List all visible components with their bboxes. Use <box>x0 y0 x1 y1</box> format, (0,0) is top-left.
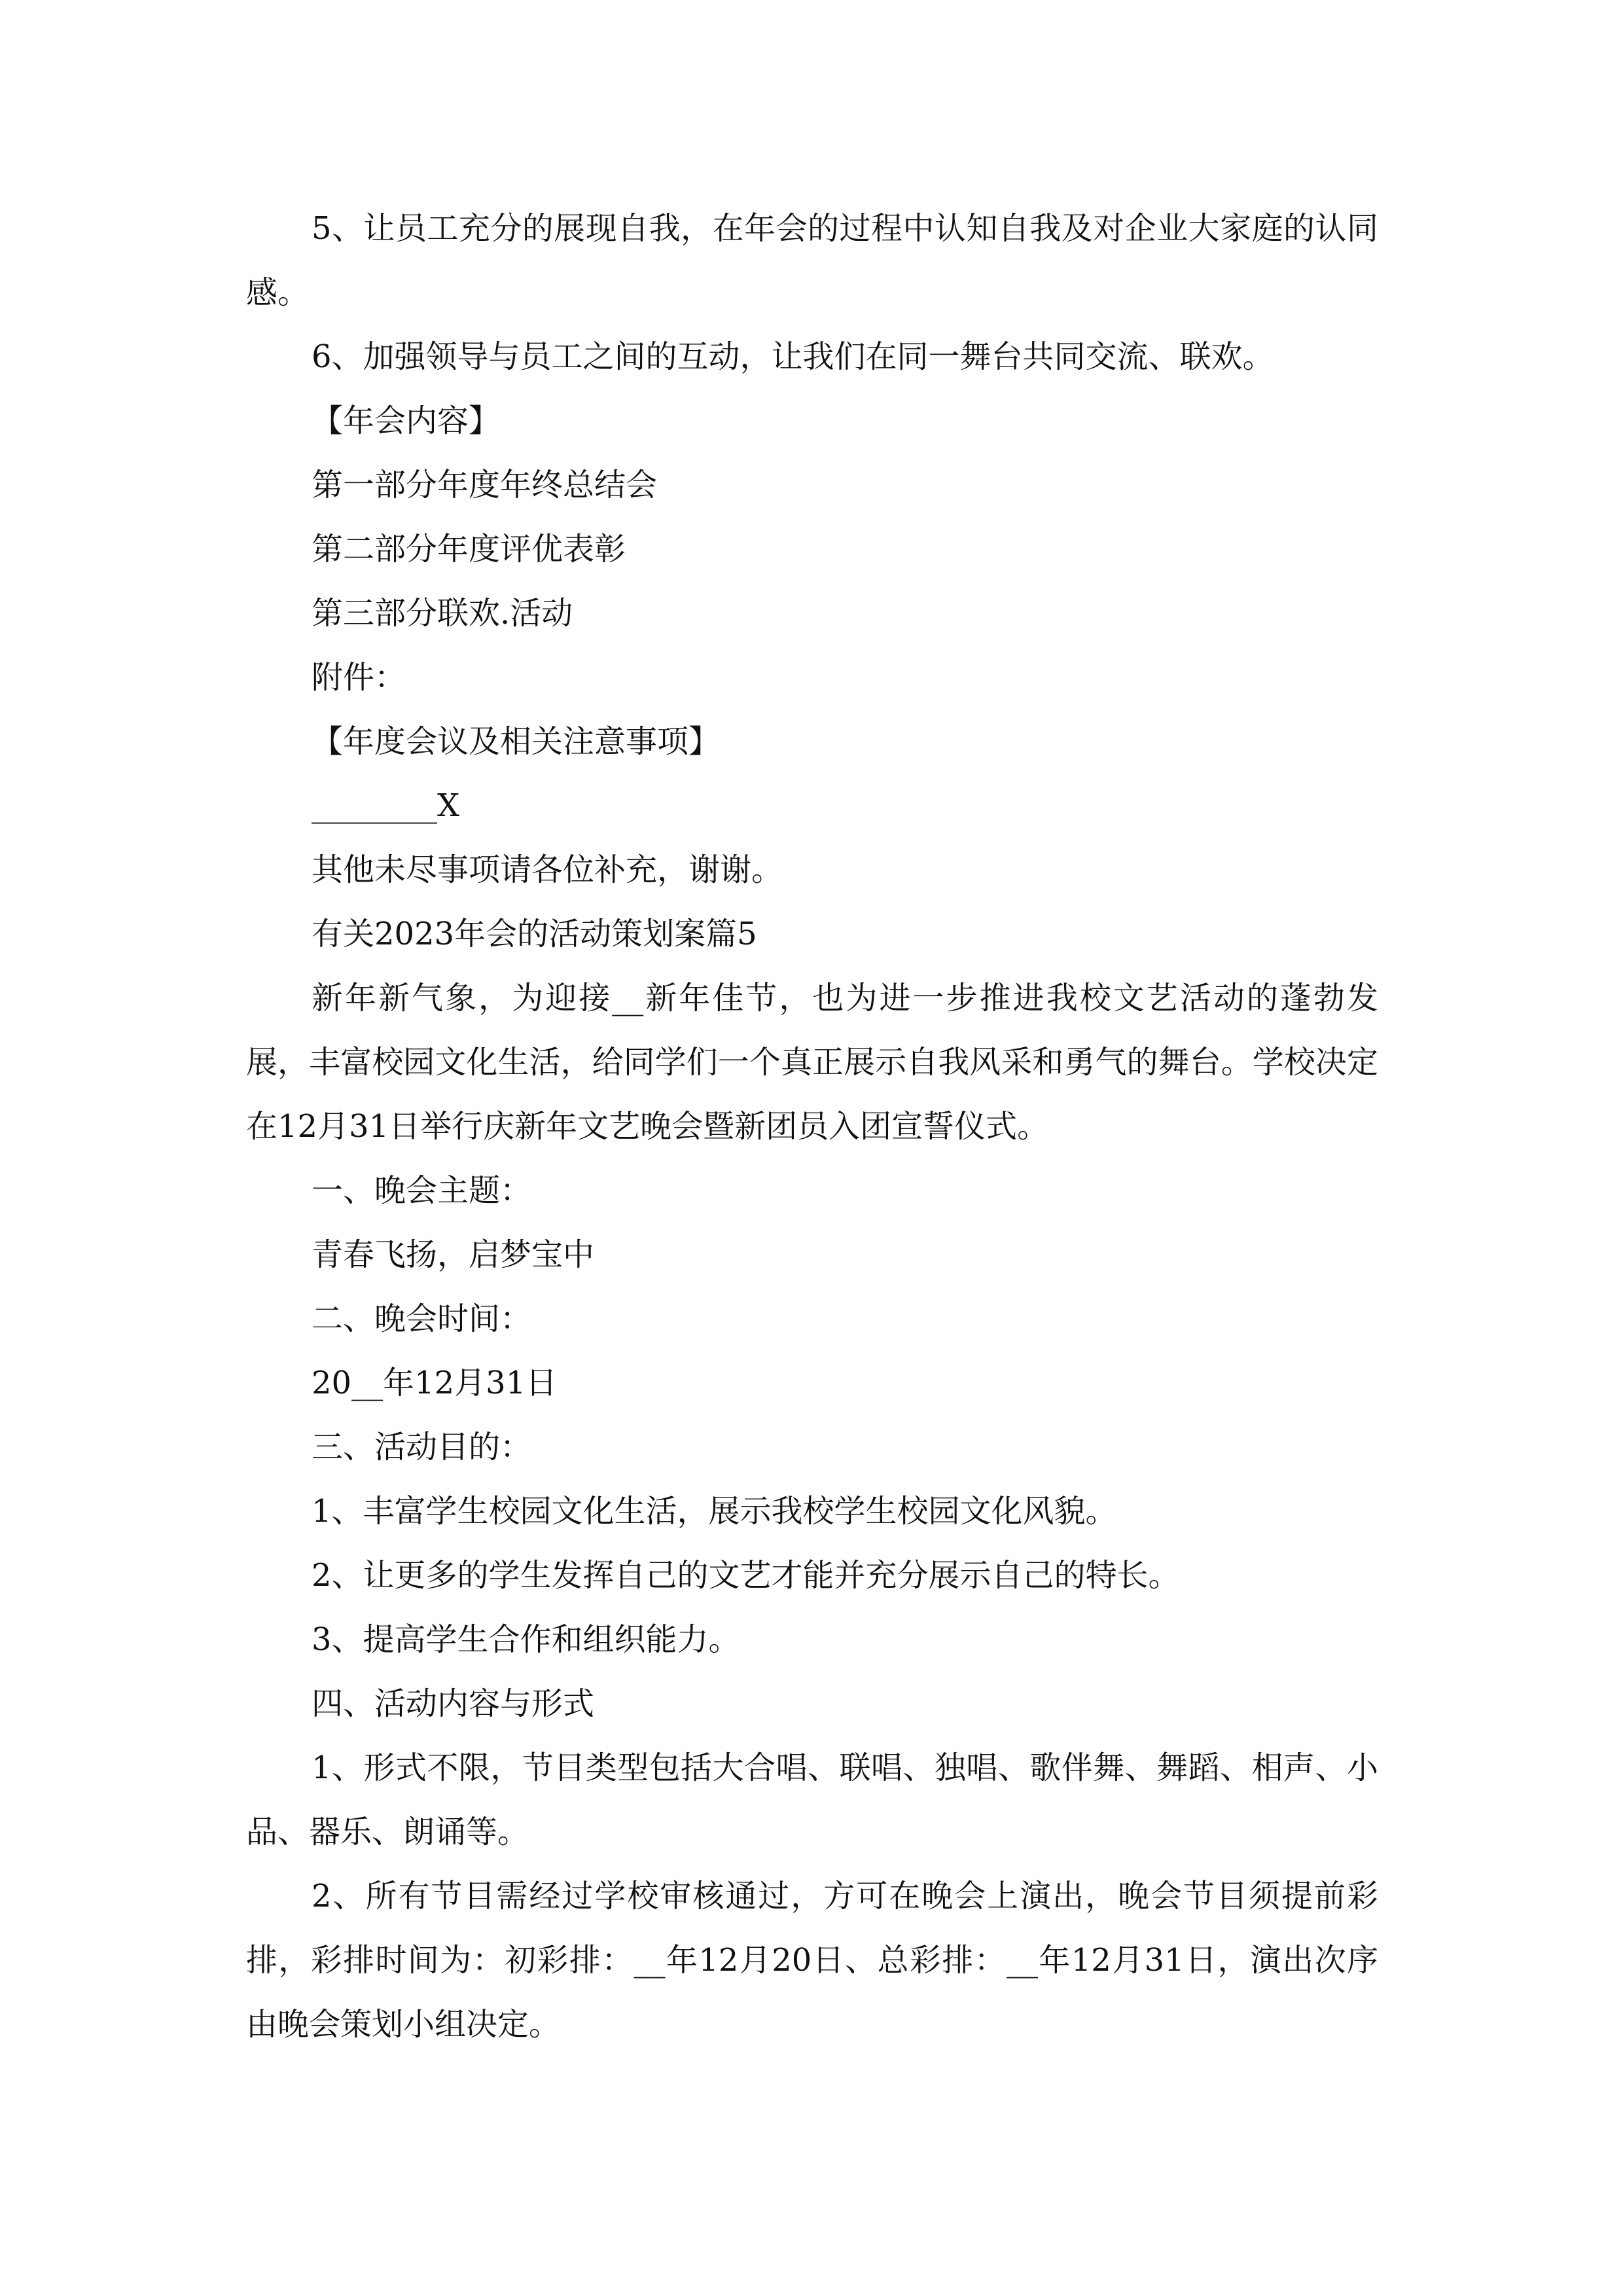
purpose-item-3: 3、提高学生合作和组织能力。 <box>312 1621 740 1658</box>
section-heading-format: 四、活动内容与形式 <box>312 1685 595 1722</box>
purpose-item-1: 1、丰富学生校园文化生活，展示我校学生校园文化风貌。 <box>312 1493 1117 1530</box>
format-item-1: 1、形式不限，节目类型包括大合唱、联唱、独唱、歌伴舞、舞蹈、相声、小品、器乐、朗诵等。 <box>246 1749 1378 1850</box>
theme-text: 青春飞扬，启梦宝中 <box>312 1236 595 1273</box>
list-item-part-3: 第三部分联欢.活动 <box>312 595 573 632</box>
purpose-item-2: 2、让更多的学生发挥自己的文艺才能并充分展示自己的特长。 <box>312 1557 1180 1594</box>
document-body <box>246 196 1378 2056</box>
list-item-part-2: 第二部分年度评优表彰 <box>312 531 626 567</box>
section-heading-content: 【年会内容】 <box>312 403 501 439</box>
section-heading-time: 二、晚会时间： <box>312 1300 532 1337</box>
section-heading-purpose: 三、活动目的： <box>312 1429 532 1465</box>
article-title: 有关2023年会的活动策划案篇5 <box>312 916 757 952</box>
attachment-label: 附件： <box>312 659 406 696</box>
paragraph-intro: 新年新气象，为迎接__新年佳节，也为进一步推进我校文艺活动的蓬勃发展，丰富校园文化生活，给同学们一个真正展示自我风采和勇气的舞台。学校决定在12月31日举行庆新年文艺晚会暨新团员入团宣誓仪式。 <box>246 980 1378 1145</box>
time-text: 20__年12月31日 <box>312 1365 558 1401</box>
paragraph-closing: 其他未尽事项请各位补充，谢谢。 <box>312 852 783 888</box>
blank-line-x: ________X <box>312 787 460 824</box>
list-item-part-1: 第一部分年度年终总结会 <box>312 467 658 503</box>
paragraph-goal-6: 6、加强领导与员工之间的互动，让我们在同一舞台共同交流、联欢。 <box>312 338 1274 375</box>
format-item-2: 2、所有节目需经过学校审核通过，方可在晚会上演出，晚会节目须提前彩排，彩排时间为：初彩排：__年12月20日、总彩排：__年12月31日，演出次序由晚会策划小组决定。 <box>246 1878 1378 2043</box>
section-heading-theme: 一、晚会主题： <box>312 1172 532 1209</box>
section-heading-notes: 【年度会议及相关注意事项】 <box>312 723 721 760</box>
paragraph-goal-5: 5、让员工充分的展现自我，在年会的过程中认知自我及对企业大家庭的认同感。 <box>246 210 1378 311</box>
